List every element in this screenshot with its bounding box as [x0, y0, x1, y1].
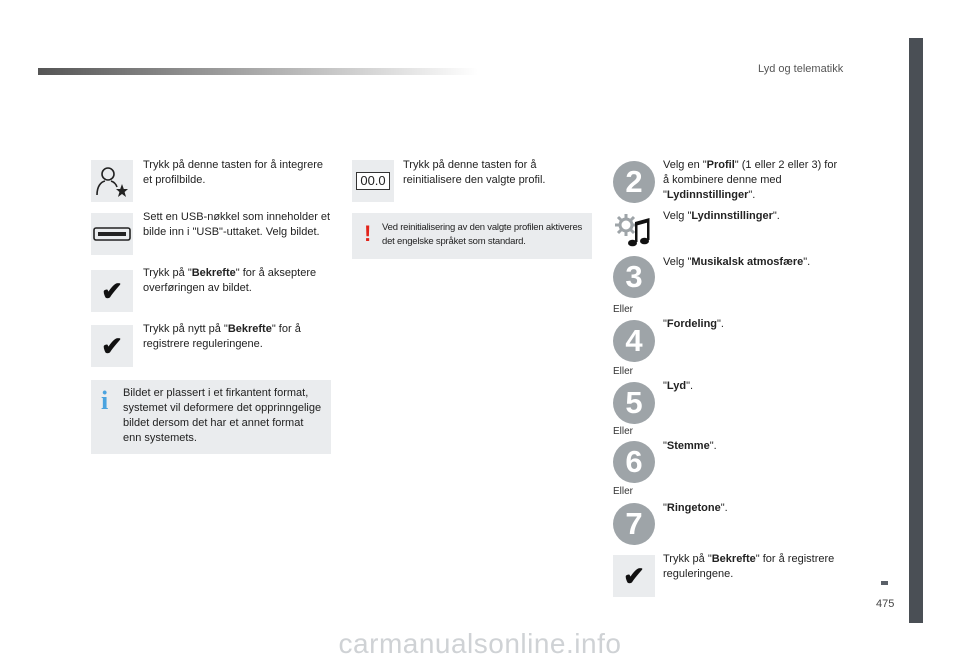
step-2-text: Velg en "Profil" (1 eller 2 eller 3) for å kombinere denne med "Lydinnstillinger".	[663, 159, 838, 201]
confirm-icon-box	[91, 270, 133, 312]
checkmark-icon: ✔	[101, 331, 123, 361]
or-label: Eller	[613, 486, 634, 497]
step-5-badge: 5	[613, 382, 655, 424]
or-label: Eller	[613, 366, 634, 377]
watermark: carmanualsonline.info	[338, 628, 622, 659]
profile-star-icon	[95, 164, 129, 198]
step-6-badge: 6	[613, 441, 655, 483]
reset-instruction: Trykk på denne tasten for å reinitialisere den valgte profil.	[403, 159, 546, 186]
warning-note	[352, 213, 592, 259]
audio-settings-icon	[613, 212, 655, 252]
step-3-badge: 3	[613, 256, 655, 298]
header-gradient-bar	[38, 68, 478, 75]
warning-note-text: Ved reinitialisering av den valgte profilen aktiveres det engelske språket som standard.	[382, 222, 583, 247]
checkmark-icon: ✔	[101, 276, 123, 306]
step-6-text: "Stemme".	[663, 440, 717, 452]
warning-icon: !	[364, 221, 372, 246]
confirm-settings-instruction: Trykk på nytt på "Bekrefte" for å registrere reguleringene.	[143, 323, 301, 350]
page-marker	[881, 581, 888, 585]
step-5-text: "Lyd".	[663, 380, 694, 392]
reset-key-icon: 00.0	[356, 172, 389, 190]
profile-image-icon-box	[91, 160, 133, 202]
step-3-text: Velg "Musikalsk atmosfære".	[663, 256, 811, 268]
info-icon: i	[101, 386, 109, 415]
step-7-badge: 7	[613, 503, 655, 545]
reset-key-icon-box	[352, 160, 394, 202]
final-confirm-text: Trykk på "Bekrefte" for å registrere reguleringene.	[663, 553, 835, 580]
sidebar-tab	[909, 38, 923, 623]
checkmark-icon: ✔	[623, 561, 645, 591]
confirm-icon-box-2	[91, 325, 133, 367]
confirm-transfer-instruction: Trykk på "Bekrefte" for å akseptere overføringen av bildet.	[143, 267, 317, 294]
usb-slot-icon	[92, 224, 132, 244]
profile-image-instruction: Trykk på denne tasten for å integrere et profilbilde.	[143, 159, 323, 186]
final-confirm-icon-box	[613, 555, 655, 597]
or-label: Eller	[613, 304, 634, 315]
step-4-badge: 4	[613, 320, 655, 362]
audio-settings-text: Velg "Lydinnstillinger".	[663, 210, 780, 222]
usb-instruction: Sett en USB-nøkkel som inneholder et bilde inn i "USB"-uttaket. Velg bildet.	[143, 211, 331, 238]
usb-icon-box	[91, 213, 133, 255]
page-number: 475	[876, 598, 895, 610]
info-note	[91, 380, 331, 454]
or-label: Eller	[613, 426, 634, 437]
step-2-badge: 2	[613, 161, 655, 203]
step-4-text: "Fordeling".	[663, 318, 724, 330]
info-note-text: Bildet er plassert i et firkantent format, systemet vil deformere det opprinngelige bildet dersom det har et annet format enn systemets.	[123, 387, 322, 444]
step-7-text: "Ringetone".	[663, 502, 728, 514]
section-title: Lyd og telematikk	[758, 63, 844, 75]
gear-music-icon	[613, 212, 655, 252]
